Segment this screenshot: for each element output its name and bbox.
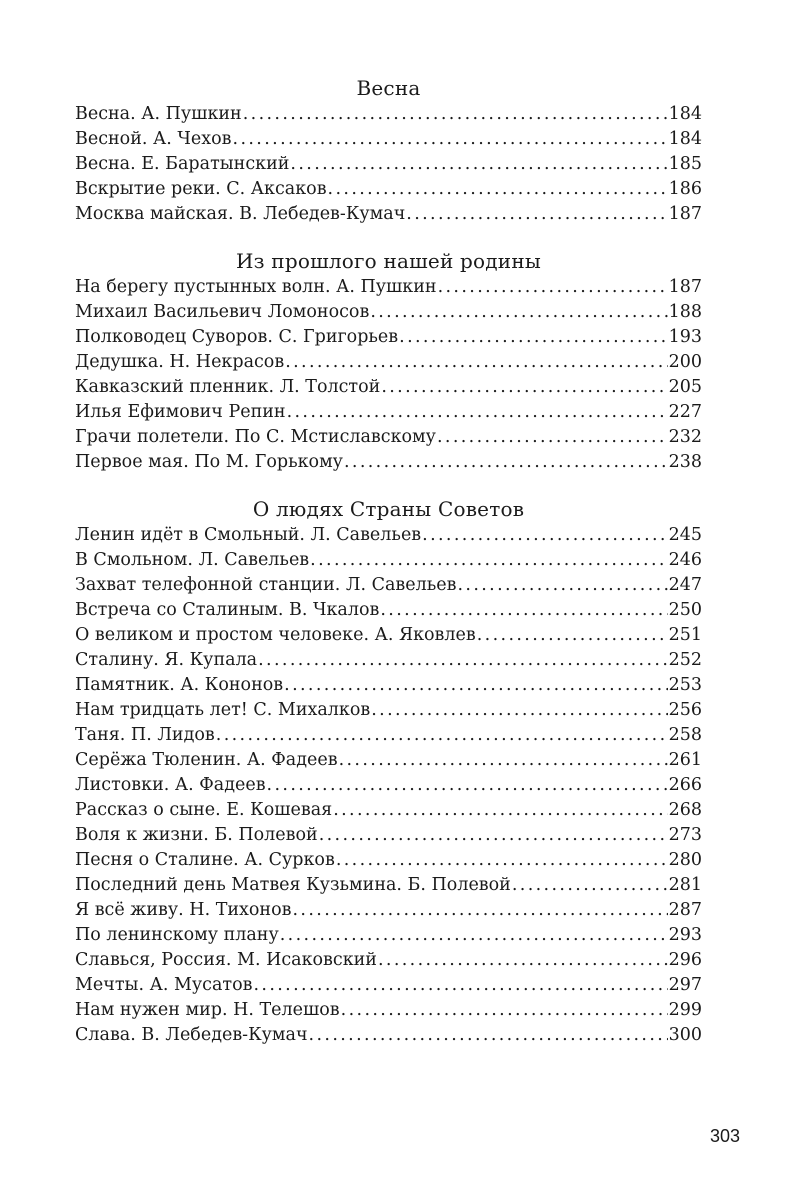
entry-title: Грачи полетели. По С. Мстиславскому: [75, 427, 436, 447]
entry-title: Весна. Е. Баратынский: [75, 154, 290, 174]
entry-title: Ленин идёт в Смольный. Л. Савельев: [75, 525, 422, 545]
entry-page: 258: [668, 725, 702, 745]
dot-leader: [380, 598, 667, 623]
page-number: 303: [710, 1126, 741, 1146]
entry-page: 188: [668, 302, 702, 322]
entry-title: Захват телефонной станции. Л. Савельев: [75, 575, 457, 595]
entry-title: Илья Ефимович Репин: [75, 402, 286, 422]
entry-page: 252: [668, 650, 702, 670]
entry-page: 185: [668, 154, 702, 174]
toc-entry: [75, 723, 702, 748]
entry-title: Я всё живу. Н. Тихонов: [75, 900, 292, 920]
entry-page: 300: [668, 1025, 702, 1045]
entry-page: 280: [668, 850, 702, 870]
entry-title: На берегу пустынных волн. А. Пушкин: [75, 277, 437, 297]
toc-entry: [75, 102, 702, 127]
toc-entry: [75, 748, 702, 773]
toc-entry: [75, 873, 702, 898]
toc-entry: [75, 275, 702, 300]
dot-leader: [243, 102, 668, 127]
dot-leader: [438, 275, 668, 300]
entry-page: 246: [668, 550, 702, 570]
dot-leader: [287, 400, 668, 425]
dot-leader: [512, 873, 668, 898]
dot-leader: [370, 300, 667, 325]
toc-entry: [75, 573, 702, 598]
entry-page: 184: [668, 129, 702, 149]
toc-section: [75, 249, 702, 475]
toc-entry: [75, 998, 702, 1023]
toc-entry: [75, 698, 702, 723]
toc-entry: [75, 400, 702, 425]
entry-title: Встреча со Сталиным. В. Чкалов: [75, 600, 380, 620]
toc-entry: [75, 202, 702, 227]
dot-leader: [437, 425, 668, 450]
entry-page: 200: [668, 352, 702, 372]
dot-leader: [216, 723, 668, 748]
toc-entry: [75, 548, 702, 573]
entry-title: Песня о Сталине. А. Сурков: [75, 850, 335, 870]
entry-title: Весной. А. Чехов: [75, 129, 232, 149]
entry-title: Сталину. Я. Купала: [75, 650, 258, 670]
toc-entry: [75, 523, 702, 548]
dot-leader: [341, 998, 668, 1023]
dot-leader: [293, 898, 668, 923]
table-of-contents: [75, 76, 702, 1048]
toc-section: [75, 76, 702, 227]
entry-title: Михаил Васильевич Ломоносов: [75, 302, 370, 322]
section-title: Весна: [356, 76, 421, 100]
dot-leader: [381, 375, 667, 400]
entry-page: 256: [668, 700, 702, 720]
entry-page: 268: [668, 800, 702, 820]
entry-page: 232: [668, 427, 702, 447]
toc-entry: [75, 648, 702, 673]
dot-leader: [233, 127, 668, 152]
dot-leader: [253, 973, 667, 998]
entry-title: Мечты. А. Мусатов: [75, 975, 253, 995]
dot-leader: [477, 623, 668, 648]
entry-title: По ленинскому плану: [75, 925, 279, 945]
entry-page: 261: [668, 750, 702, 770]
toc-entry: [75, 973, 702, 998]
entry-page: 297: [668, 975, 702, 995]
toc-entry: [75, 898, 702, 923]
section-title: О людях Страны Советов: [252, 497, 525, 521]
entry-title: Рассказ о сыне. Е. Кошевая: [75, 800, 333, 820]
toc-entry: [75, 623, 702, 648]
entry-page: 238: [668, 452, 702, 472]
entry-page: 250: [668, 600, 702, 620]
dot-leader: [284, 673, 667, 698]
dot-leader: [339, 748, 668, 773]
entry-page: 186: [668, 179, 702, 199]
dot-leader: [378, 948, 668, 973]
entry-title: Слава. В. Лебедев-Кумач: [75, 1025, 308, 1045]
dot-leader: [406, 202, 667, 227]
section-title: Из прошлого нашей родины: [235, 249, 541, 273]
entry-page: 253: [668, 675, 702, 695]
entry-title: Вскрытие реки. С. Аксаков: [75, 179, 327, 199]
entry-page: 299: [668, 1000, 702, 1020]
entry-page: 293: [668, 925, 702, 945]
toc-entry: [75, 177, 702, 202]
toc-entry: [75, 300, 702, 325]
entry-title: Весна. А. Пушкин: [75, 104, 242, 124]
dot-leader: [290, 152, 667, 177]
entry-title: В Смольном. Л. Савельев: [75, 550, 310, 570]
dot-leader: [399, 325, 667, 350]
entry-title: Памятник. А. Кононов: [75, 675, 284, 695]
entry-title: Таня. П. Лидов: [75, 725, 215, 745]
entry-title: Славься, Россия. М. Исаковский: [75, 950, 377, 970]
dot-leader: [319, 823, 668, 848]
dot-leader: [344, 450, 668, 475]
entry-page: 227: [668, 402, 702, 422]
dot-leader: [371, 698, 667, 723]
entry-page: 251: [668, 625, 702, 645]
toc-entry: [75, 1023, 702, 1048]
entry-page: 187: [668, 204, 702, 224]
entry-page: 184: [668, 104, 702, 124]
entry-page: 287: [668, 900, 702, 920]
dot-leader: [328, 177, 668, 202]
entry-title: Воля к жизни. Б. Полевой: [75, 825, 318, 845]
toc-entry: [75, 823, 702, 848]
entry-title: Москва майская. В. Лебедев-Кумач: [75, 204, 406, 224]
dot-leader: [333, 798, 667, 823]
toc-entry: [75, 152, 702, 177]
toc-entry: [75, 325, 702, 350]
toc-section: [75, 497, 702, 1048]
toc-entry: [75, 773, 702, 798]
dot-leader: [285, 350, 667, 375]
entry-title: Листовки. А. Фадеев: [75, 775, 266, 795]
toc-entry: [75, 450, 702, 475]
entry-title: Дедушка. Н. Некрасов: [75, 352, 285, 372]
entry-title: Первое мая. По М. Горькому: [75, 452, 343, 472]
entry-title: Последний день Матвея Кузьмина. Б. Полевой: [75, 875, 511, 895]
toc-entry: [75, 798, 702, 823]
dot-leader: [422, 523, 667, 548]
toc-entry: [75, 923, 702, 948]
entry-page: 247: [668, 575, 702, 595]
entry-page: 187: [668, 277, 702, 297]
entry-page: 245: [668, 525, 702, 545]
entry-page: 266: [668, 775, 702, 795]
entry-page: 205: [668, 377, 702, 397]
entry-title: Полководец Суворов. С. Григорьев: [75, 327, 399, 347]
dot-leader: [310, 548, 667, 573]
toc-entry: [75, 127, 702, 152]
toc-entry: [75, 425, 702, 450]
dot-leader: [258, 648, 667, 673]
dot-leader: [309, 1023, 668, 1048]
dot-leader: [457, 573, 667, 598]
entry-title: Кавказский пленник. Л. Толстой: [75, 377, 381, 397]
toc-entry: [75, 350, 702, 375]
dot-leader: [267, 773, 668, 798]
entry-title: Нам тридцать лет! С. Михалков: [75, 700, 371, 720]
dot-leader: [336, 848, 668, 873]
entry-page: 281: [668, 875, 702, 895]
toc-entry: [75, 848, 702, 873]
toc-entry: [75, 375, 702, 400]
dot-leader: [280, 923, 668, 948]
entry-title: О великом и простом человеке. А. Яковлев: [75, 625, 476, 645]
entry-page: 273: [668, 825, 702, 845]
entry-page: 296: [668, 950, 702, 970]
toc-entry: [75, 673, 702, 698]
entry-title: Нам нужен мир. Н. Телешов: [75, 1000, 340, 1020]
entry-title: Серёжа Тюленин. А. Фадеев: [75, 750, 338, 770]
entry-page: 193: [668, 327, 702, 347]
toc-entry: [75, 948, 702, 973]
toc-entry: [75, 598, 702, 623]
